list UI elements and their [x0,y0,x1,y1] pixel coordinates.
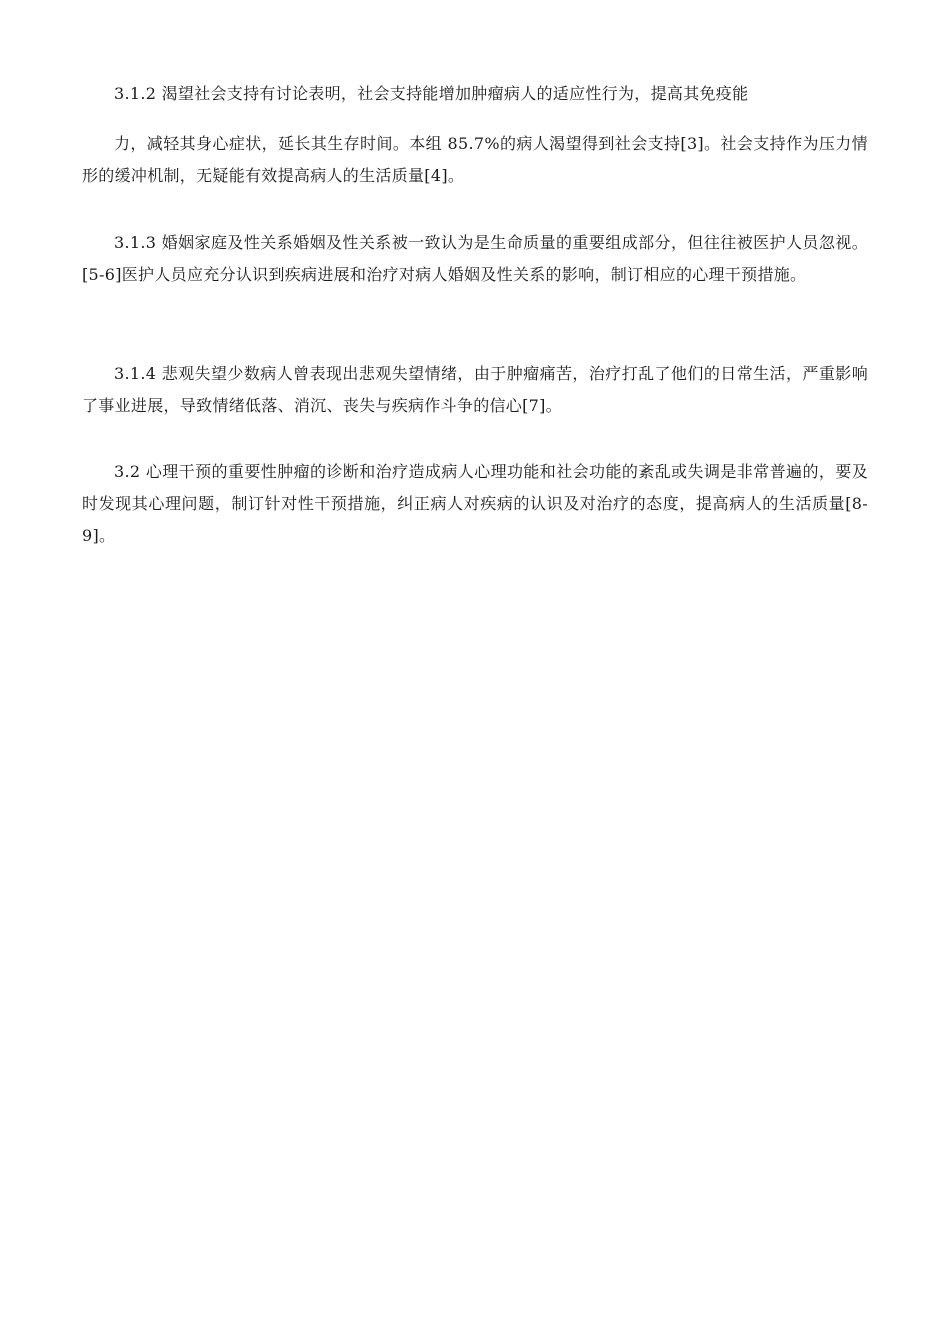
paragraph-3-1-3: 3.1.3 婚姻家庭及性关系婚姻及性关系被一致认为是生命质量的重要组成部分，但往往被医护人员忽视。[5-6]医护人员应充分认识到疾病进展和治疗对病人婚姻及性关系的影响，制订相应的心理干预措施。 [82,233,868,284]
paragraph-3-1-2: 3.1.2 渴望社会支持有讨论表明，社会支持能增加肿瘤病人的适应性行为，提高其免疫能 [114,84,749,103]
paragraph-3-1-2-continued: 力，减轻其身心症状，延长其生存时间。本组 85.7%的病人渴望得到社会支持[3]。社会支持作为压力情形的缓冲机制，无疑能有效提高病人的生活质量[4]。 [82,134,868,185]
paragraph-3-1-4: 3.1.4 悲观失望少数病人曾表现出悲观失望情绪，由于肿瘤痛苦，治疗打乱了他们的日常生活，严重影响了事业进展，导致情绪低落、消沉、丧失与疾病作斗争的信心[7]。 [82,364,868,415]
paragraph-3-2: 3.2 心理干预的重要性肿瘤的诊断和治疗造成病人心理功能和社会功能的紊乱或失调是非常普遍的，要及时发现其心理问题，制订针对性干预措施，纠正病人对疾病的认识及对治疗的态度，提高病人的生活质量[8-9]。 [82,462,868,545]
